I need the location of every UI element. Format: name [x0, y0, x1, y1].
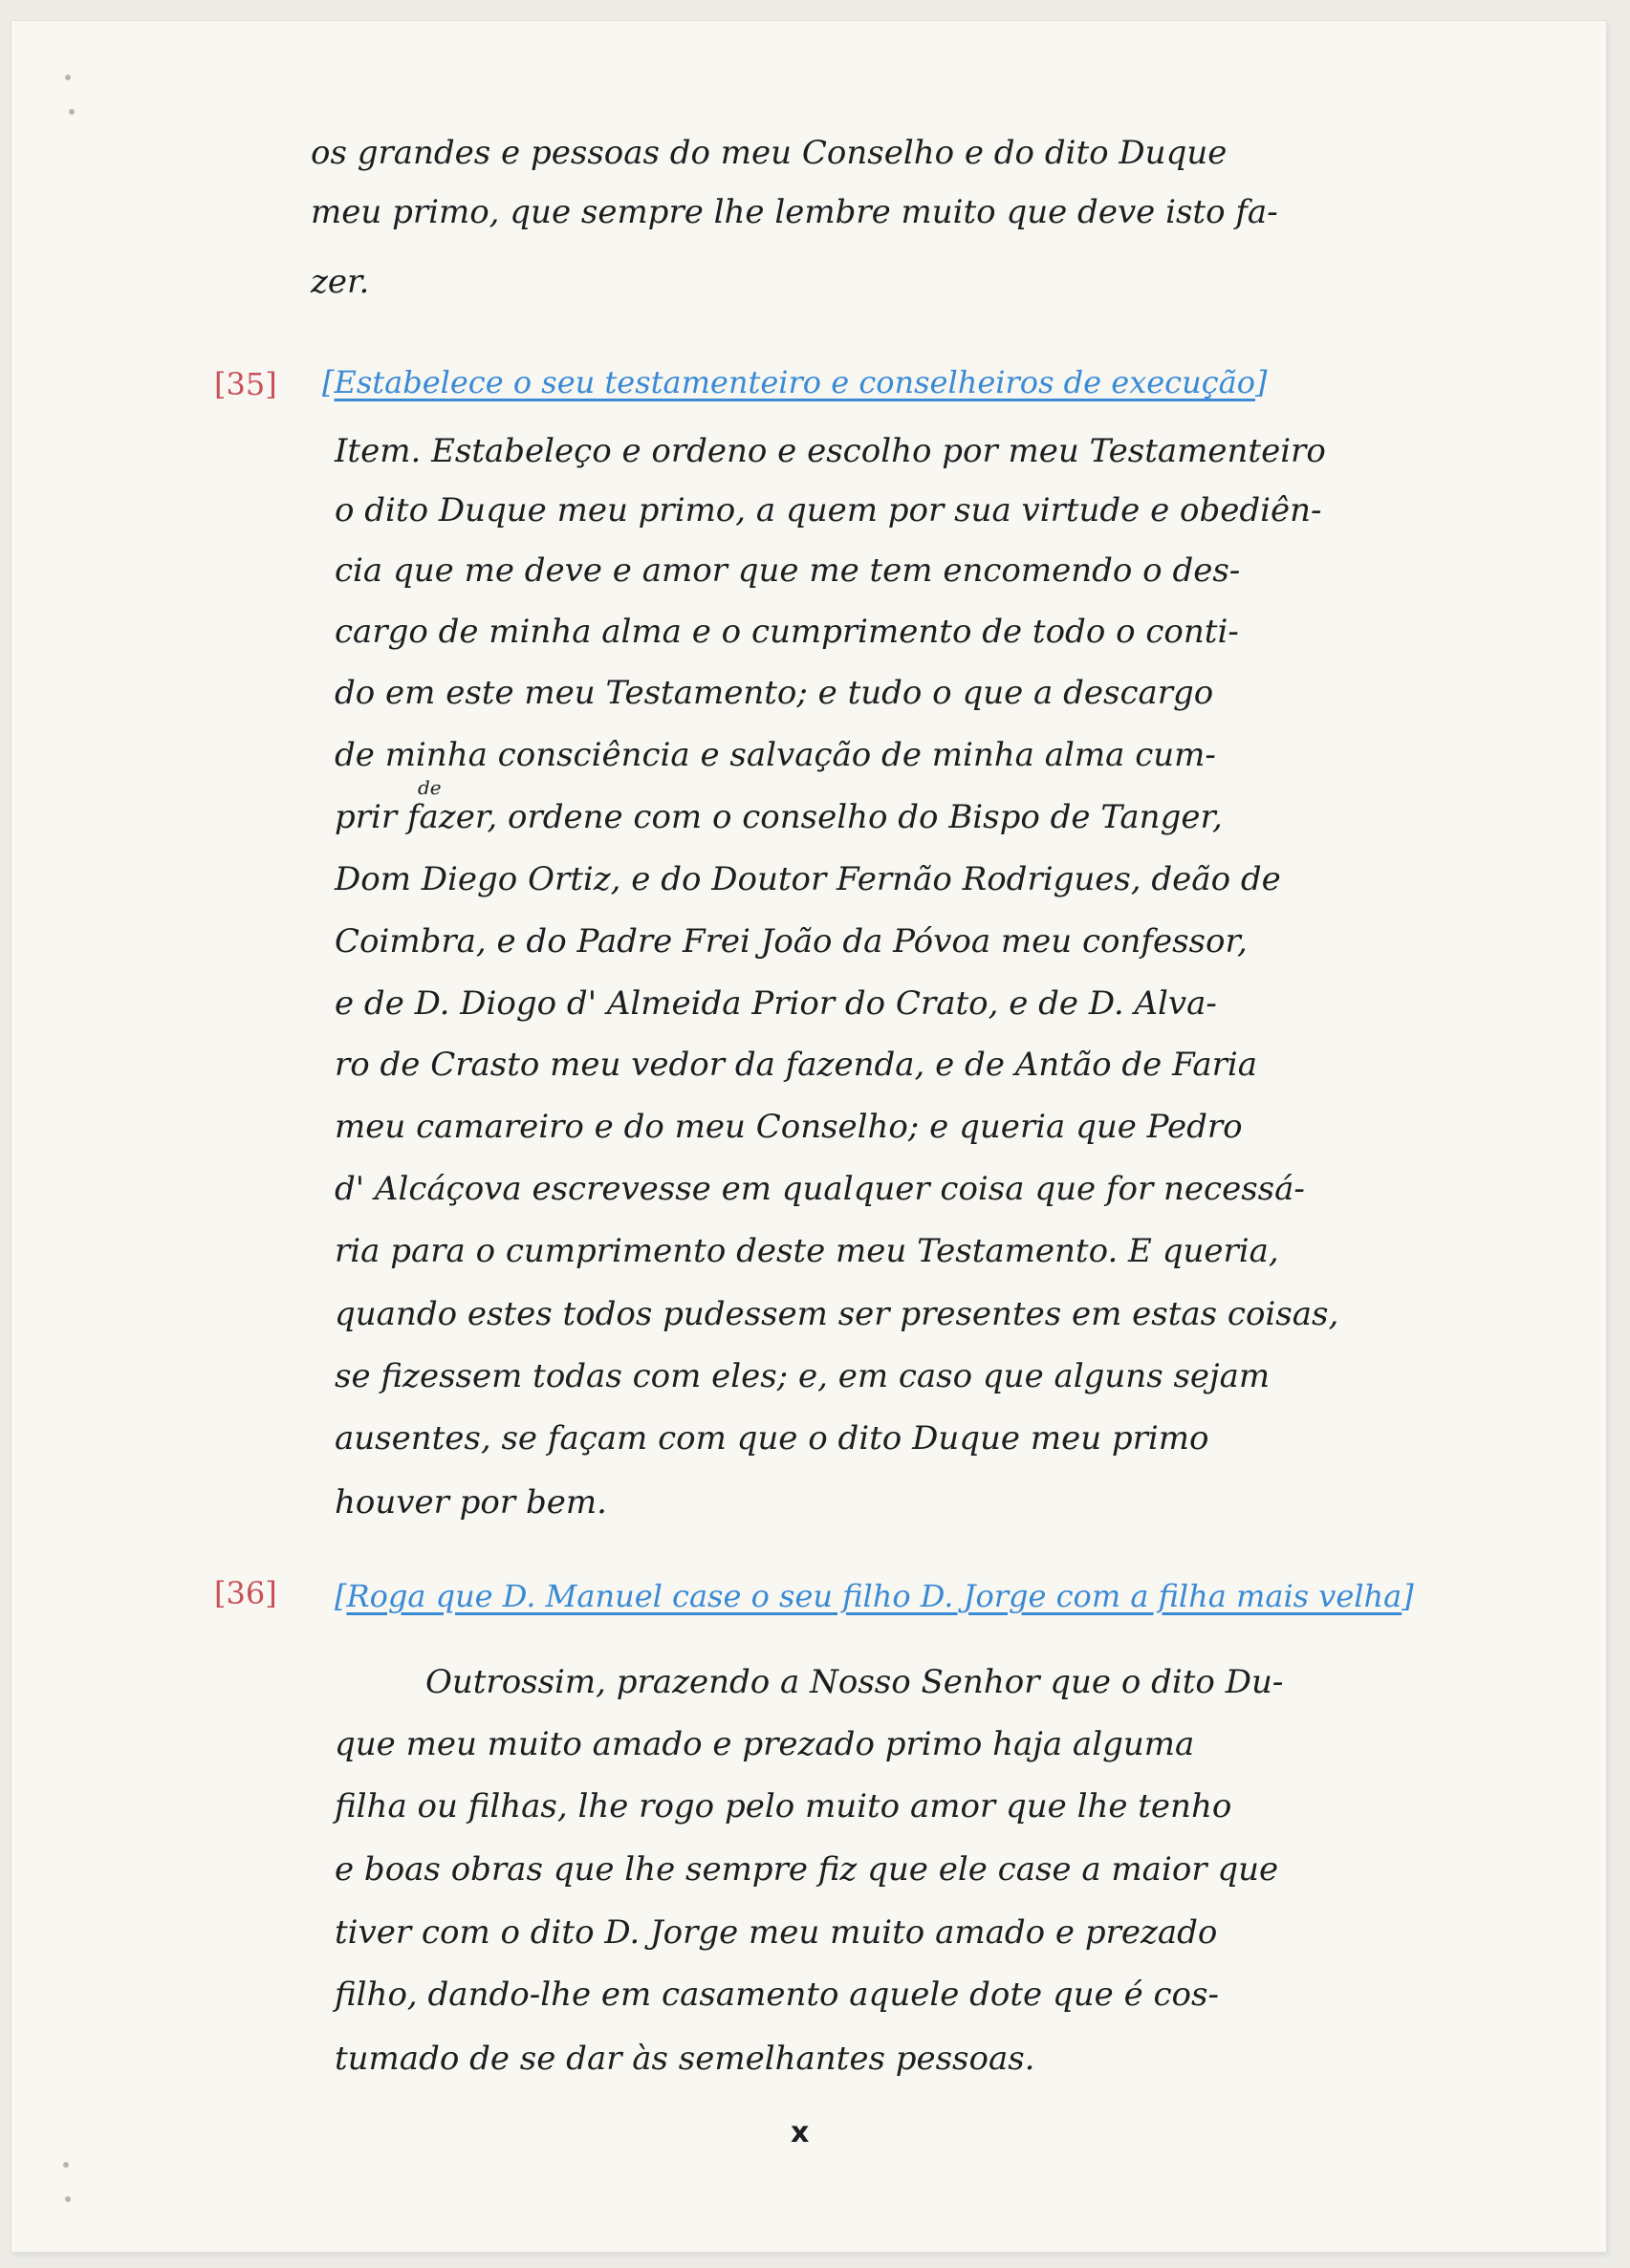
text-line: Dom Diego Ortiz, e do Doutor Fernão Rodrigues, deão de: [335, 860, 1281, 898]
heading-bracket-open: [: [322, 364, 335, 400]
punch-hole: [69, 109, 75, 115]
text-line: Item. Estabeleço e ordeno e escolho por meu Testamenteiro: [335, 432, 1326, 470]
heading-bracket-close: ]: [1254, 364, 1268, 400]
text-line: meu primo, que sempre lhe lembre muito que deve isto fa-: [311, 193, 1278, 231]
text-line: ria para o cumprimento deste meu Testamento. E queria,: [335, 1232, 1279, 1270]
text-line: e boas obras que lhe sempre fiz que ele case a maior que: [335, 1850, 1279, 1889]
heading-bracket-close: ]: [1402, 1578, 1414, 1614]
manuscript-page: [11, 21, 1606, 2252]
text-line: zer.: [311, 263, 370, 301]
text-line: e de D. Diogo d' Almeida Prior do Crato, e de D. Alva-: [335, 984, 1217, 1023]
text-line: Coimbra, e do Padre Frei João da Póvoa meu confessor,: [335, 922, 1248, 961]
section-number-35: [35]: [214, 366, 277, 402]
text-line: d' Alcáçova escrevesse em qualquer coisa que for necessá-: [335, 1170, 1305, 1208]
text-line: de minha consciência e salvação de minha alma cum-: [335, 736, 1216, 774]
punch-hole: [65, 75, 71, 80]
text-line: ro de Crasto meu vedor da fazenda, e de Antão de Faria: [335, 1046, 1258, 1084]
section-heading-35: [322, 363, 1267, 401]
text-line: quando estes todos pudessem ser presentes em estas coisas,: [335, 1295, 1339, 1333]
text-line: cia que me deve e amor que me tem encomendo o des-: [335, 551, 1241, 590]
text-line: que meu muito amado e prezado primo haja alguma: [335, 1725, 1195, 1763]
text-line: ausentes, se façam com que o dito Duque meu primo: [335, 1419, 1209, 1458]
text-line: o dito Duque meu primo, a quem por sua virtude e obediên-: [335, 491, 1322, 529]
text-line: houver por bem.: [335, 1483, 607, 1522]
text-line: os grandes e pessoas do meu Conselho e do dito Duque: [311, 134, 1228, 172]
heading-text: Roga que D. Manuel case o seu filho D. Jorge com a filha mais velha: [346, 1578, 1402, 1614]
text-line: tumado de se dar às semelhantes pessoas.: [335, 2040, 1035, 2078]
text-line: se fizessem todas com eles; e, em caso que alguns sejam: [335, 1357, 1271, 1395]
section-number-36: [36]: [214, 1575, 277, 1611]
punch-hole: [65, 2196, 71, 2202]
text-line: Outrossim, prazendo a Nosso Senhor que o dito Du-: [425, 1663, 1284, 1701]
text-line: prir fazer, ordene com o conselho do Bispo de Tanger,: [335, 798, 1223, 836]
punch-hole: [63, 2162, 69, 2168]
section-heading-36: [335, 1577, 1414, 1615]
text-line: cargo de minha alma e o cumprimento de todo o conti-: [335, 613, 1239, 651]
heading-bracket-open: [: [335, 1578, 347, 1614]
text-line: tiver com o dito D. Jorge meu muito amado e prezado: [335, 1913, 1218, 1952]
interlinear-note: de: [418, 776, 442, 799]
heading-text: Estabelece o seu testamenteiro e conselheiros de execução: [334, 364, 1255, 400]
text-line: filho, dando-lhe em casamento aquele dote que é cos-: [335, 1976, 1219, 2014]
text-line: meu camareiro e do meu Conselho; e queria que Pedro: [335, 1108, 1243, 1146]
text-line: do em este meu Testamento; e tudo o que a descargo: [335, 674, 1214, 712]
text-line: filha ou filhas, lhe rogo pelo muito amor que lhe tenho: [335, 1787, 1232, 1825]
footer-mark: x: [791, 2116, 810, 2149]
